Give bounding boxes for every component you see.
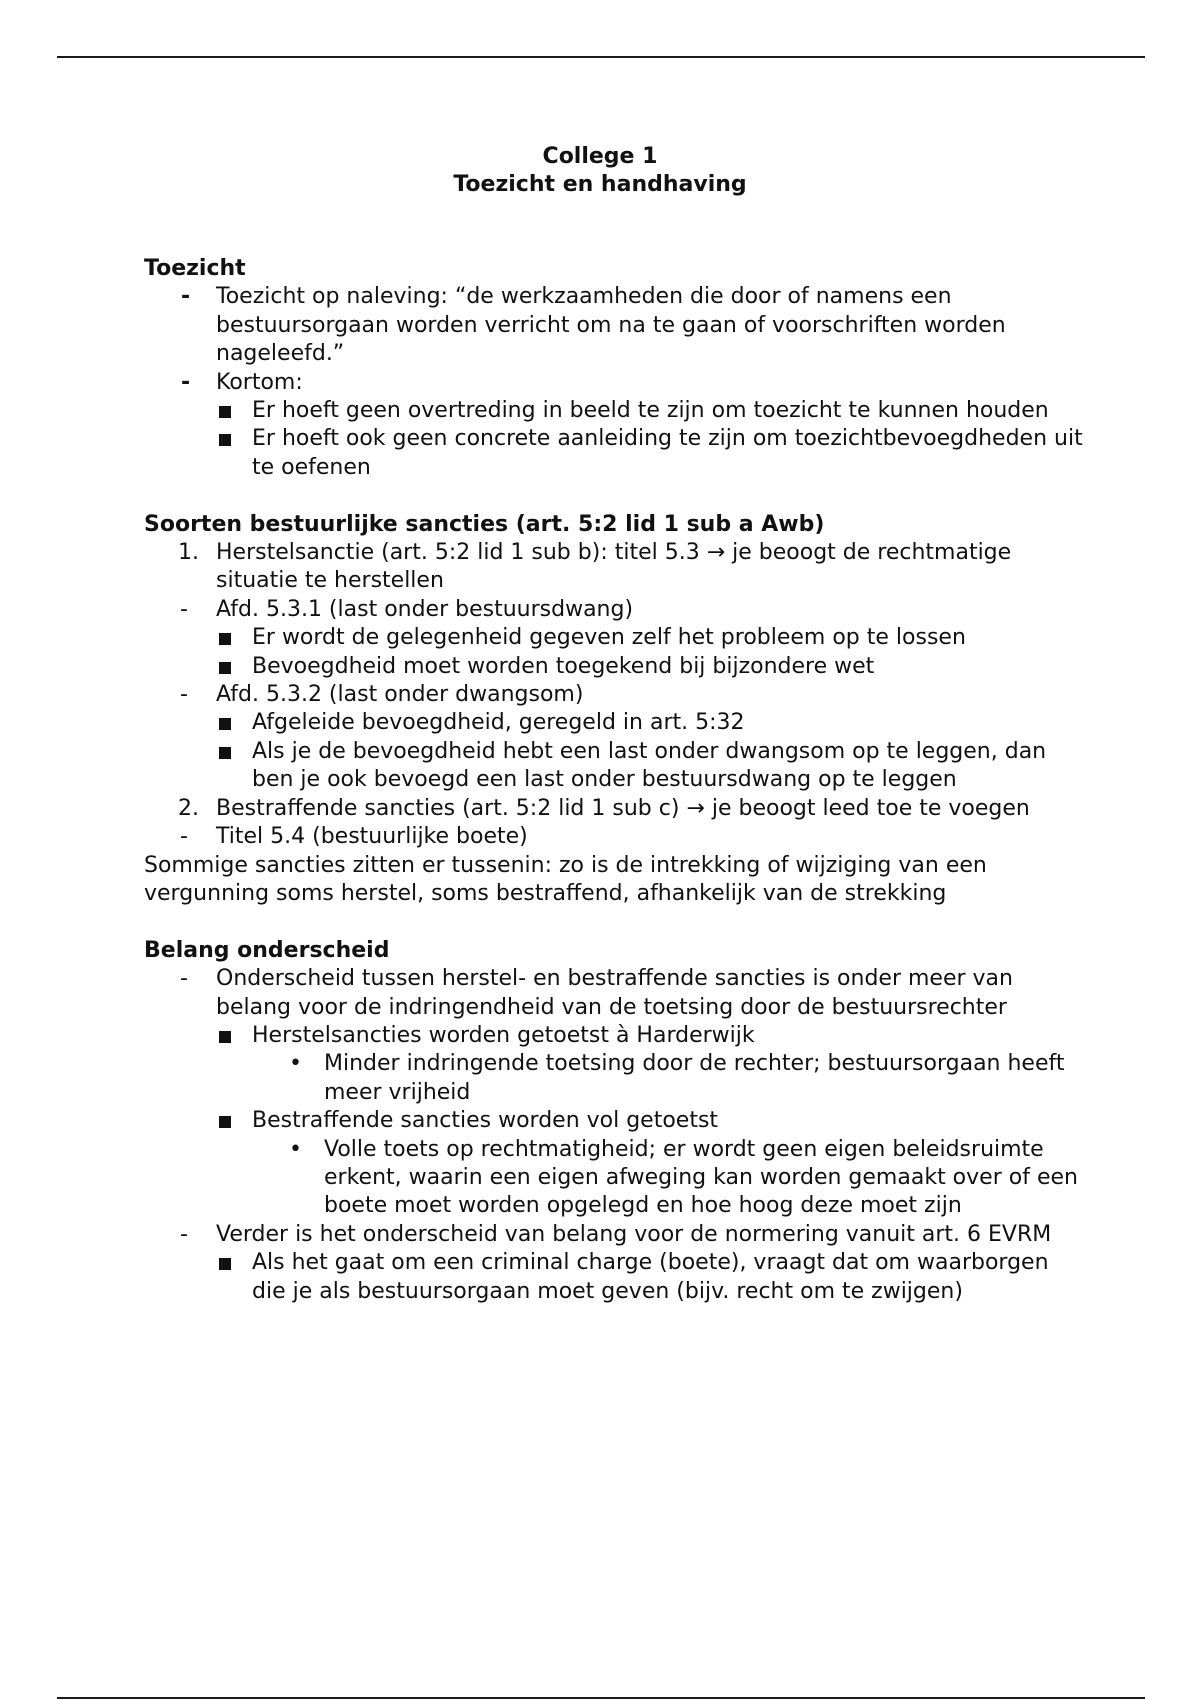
list-item: [144, 1249, 1084, 1306]
list-item: [144, 1022, 1084, 1050]
list-item: [144, 795, 1084, 823]
list-item: [144, 397, 1084, 425]
list-item: [144, 1136, 1084, 1221]
header-rule: [57, 56, 1145, 58]
list-item: [144, 653, 1084, 681]
list-item-text: Afd. 5.3.1 (last onder bestuursdwang): [216, 596, 634, 622]
list-item: [144, 596, 1084, 624]
document-body: [144, 255, 1084, 1306]
list-item-text: Volle toets op rechtmatigheid; er wordt geen eigen beleidsruimte erkent, waarin een eigen afweging kan worden gemaakt over of een boete moet worden opgelegd en hoe hoog deze moet zijn: [324, 1136, 1078, 1219]
list-item: [144, 624, 1084, 652]
document-title-line-2: Toezicht en handhaving: [453, 172, 747, 197]
square-bullet-icon: [219, 406, 231, 418]
list-item: [144, 681, 1084, 709]
list-item-text: Herstelsanctie (art. 5:2 lid 1 sub b): titel 5.3 → je beoogt de rechtmatige situatie te herstellen: [216, 540, 1012, 594]
list-item-text: Afd. 5.3.2 (last onder dwangsom): [216, 682, 584, 708]
list-item-text: Toezicht op naleving: “de werkzaamheden die door of namens een bestuursorgaan worden verricht om na te gaan of voorschriften worden nageleefd.”: [216, 284, 1006, 367]
list-item-text: Minder indringende toetsing door de rechter; bestuursorgaan heeft meer vrijheid: [324, 1051, 1065, 1105]
dash-bullet: -: [180, 1221, 188, 1247]
section-heading-toezicht: Toezicht: [144, 256, 246, 281]
list-item-text: Als je de bevoegdheid hebt een last onder dwangsom op te leggen, dan ben je ook bevoegd een last onder bestuursdwang op te leggen: [252, 738, 1047, 793]
list-number: 2.: [178, 795, 199, 821]
dash-bullet: -: [180, 966, 188, 992]
dash-bullet: -: [181, 369, 191, 395]
list-item: [144, 1050, 1084, 1107]
list-item: [144, 1221, 1084, 1249]
list-item-text: Er hoeft ook geen concrete aanleiding te zijn om toezichtbevoegdheden uit te oefenen: [252, 426, 1083, 480]
round-bullet-icon: •: [289, 1136, 302, 1162]
square-bullet-icon: [219, 747, 231, 759]
square-bullet-icon: [219, 662, 231, 674]
list-item-text: Afgeleide bevoegdheid, geregeld in art. 5:32: [252, 710, 745, 736]
list-item-text: Verder is het onderscheid van belang voor de normering vanuit art. 6 EVRM: [216, 1221, 1052, 1247]
list-item-text: Titel 5.4 (bestuurlijke boete): [216, 824, 528, 850]
dash-bullet: -: [181, 284, 191, 310]
section-heading-belang: Belang onderscheid: [144, 937, 390, 963]
square-bullet-icon: [219, 1031, 231, 1043]
dash-bullet: -: [180, 824, 188, 850]
paragraph: Sommige sancties zitten er tussenin: zo is de intrekking of wijziging van een vergunning soms herstel, soms bestraffend, afhankelijk van de strekking: [144, 852, 987, 906]
square-bullet-icon: [219, 1116, 231, 1128]
section-heading-soorten: Soorten bestuurlijke sancties (art. 5:2 lid 1 sub a Awb): [144, 511, 825, 537]
list-item-text: Er wordt de gelegenheid gegeven zelf het probleem op te lossen: [252, 625, 966, 651]
list-item-text: Als het gaat om een criminal charge (boete), vraagt dat om waarborgen die je als bestuursorgaan moet geven (bijv. recht om te zwijgen): [252, 1250, 1049, 1304]
list-item: [144, 738, 1084, 795]
dash-bullet: -: [180, 596, 188, 622]
list-item: [144, 539, 1084, 596]
list-item-text: Bestraffende sancties (art. 5:2 lid 1 sub c) → je beoogt leed toe te voegen: [216, 795, 1030, 821]
list-item-text: Onderscheid tussen herstel- en bestraffende sancties is onder meer van belang voor de indringendheid van de toetsing door de bestuursrechter: [216, 966, 1013, 1020]
list-item: [144, 283, 1084, 368]
list-item: [144, 1107, 1084, 1135]
list-item-text: Kortom:: [216, 369, 303, 395]
list-item: [144, 965, 1084, 1022]
list-item: [144, 369, 1084, 397]
list-number: 1.: [178, 540, 199, 566]
list-item-text: Herstelsancties worden getoetst à Harderwijk: [252, 1022, 755, 1048]
footer-rule: [57, 1697, 1145, 1699]
list-item: [144, 709, 1084, 737]
document-title-line-1: College 1: [542, 144, 658, 169]
list-item-text: Bevoegdheid moet worden toegekend bij bijzondere wet: [252, 653, 875, 679]
square-bullet-icon: [219, 633, 231, 645]
round-bullet-icon: •: [289, 1051, 302, 1077]
square-bullet-icon: [219, 434, 231, 446]
dash-bullet: -: [180, 682, 188, 708]
list-item-text: Bestraffende sancties worden vol getoetst: [252, 1108, 719, 1134]
square-bullet-icon: [219, 1258, 231, 1270]
list-item: [144, 425, 1084, 482]
square-bullet-icon: [219, 718, 231, 730]
list-item: [144, 823, 1084, 851]
list-item-text: Er hoeft geen overtreding in beeld te zijn om toezicht te kunnen houden: [252, 398, 1049, 424]
